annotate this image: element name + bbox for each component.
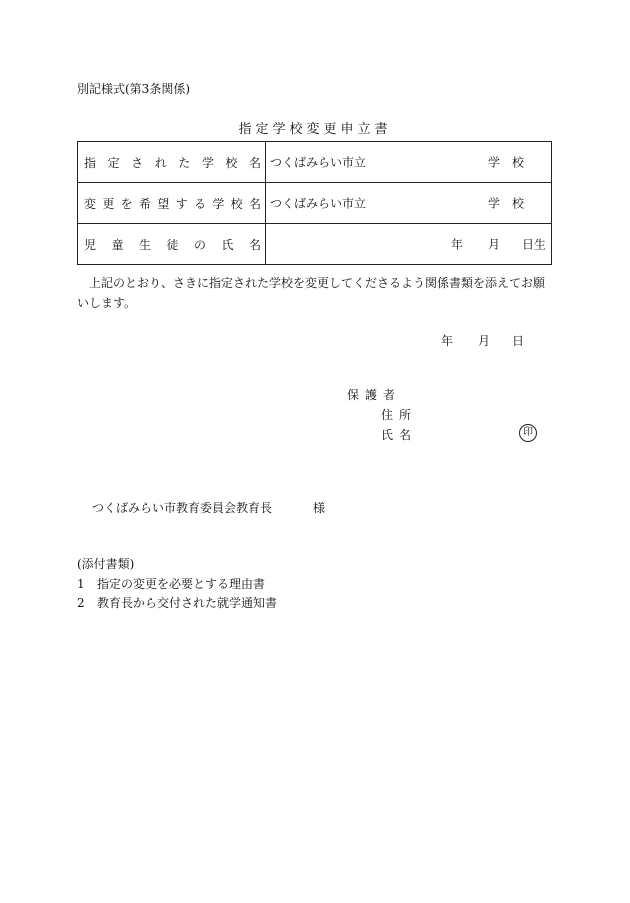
- date-year-label: 年: [441, 334, 454, 348]
- address-label: 住所: [381, 408, 418, 422]
- city-prefix: つくばみらい市立: [270, 155, 367, 170]
- desired-school-field[interactable]: [266, 183, 552, 224]
- birth-year-label: 年: [451, 237, 464, 252]
- student-name-label: 児童生徒の氏名: [78, 224, 266, 265]
- guardian-heading: 保護者: [347, 388, 402, 402]
- name-label: 氏名: [381, 428, 418, 442]
- birth-month-label: 月: [488, 237, 501, 252]
- school-suffix: 学 校: [488, 196, 525, 211]
- list-item-text: 指定の変更を必要とする理由書: [97, 577, 266, 591]
- date-month-label: 月: [478, 334, 491, 348]
- list-item-number: 2: [77, 596, 85, 610]
- list-item-number: 1: [77, 577, 85, 591]
- request-text: 上記のとおり、さきに指定された学校を変更してくださるよう関係書類を添えてお願いします。: [77, 276, 546, 310]
- list-item: [77, 594, 277, 611]
- form-label: 別記様式(第3条関係): [77, 82, 190, 96]
- student-name-field[interactable]: [266, 224, 552, 265]
- table-row: [78, 142, 552, 183]
- city-prefix: つくばみらい市立: [270, 196, 367, 211]
- table-row: [78, 183, 552, 224]
- designated-school-label: 指定された学校名: [78, 142, 266, 183]
- date-day-label: 日: [512, 334, 525, 348]
- document-title: 指定学校変更申立書: [238, 122, 392, 137]
- addressee: つくばみらい市教育委員会教育長: [92, 501, 273, 515]
- honorific: 様: [313, 501, 326, 515]
- list-item: [77, 575, 265, 592]
- attachments-title: (添付書類): [77, 557, 135, 571]
- birth-day-label: 日生: [522, 237, 547, 252]
- designated-school-field[interactable]: [266, 142, 552, 183]
- seal-icon: 印: [519, 424, 537, 442]
- table-row: [78, 224, 552, 265]
- school-suffix: 学 校: [488, 155, 525, 170]
- desired-school-label: 変更を希望する学校名: [78, 183, 266, 224]
- application-table: [77, 141, 552, 265]
- list-item-text: 教育長から交付された就学通知書: [97, 596, 278, 610]
